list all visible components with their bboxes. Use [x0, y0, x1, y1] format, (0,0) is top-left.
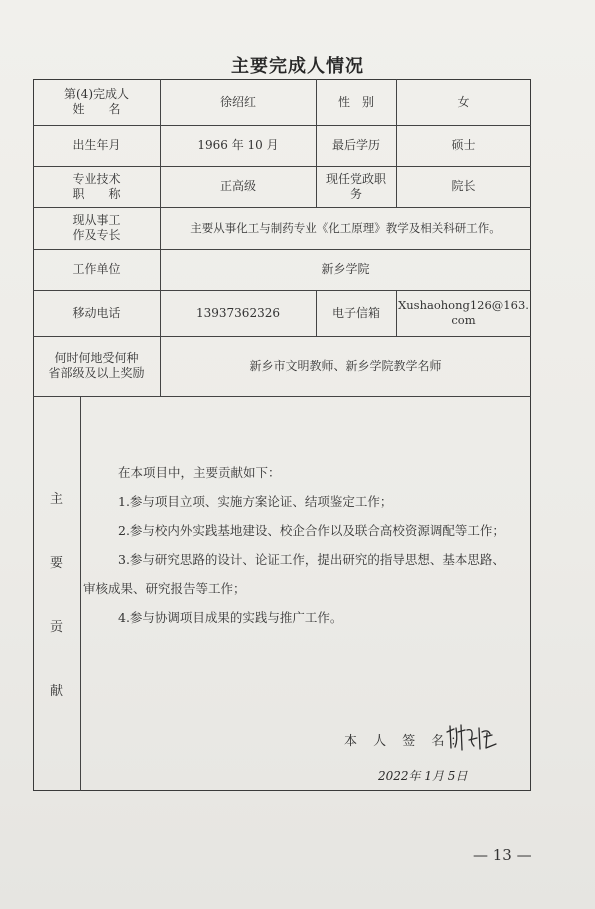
work-expertise-value: 主要从事化工与制药专业《化工原理》教学及相关科研工作。 — [190, 220, 501, 235]
phone-value: 13937362326 — [196, 305, 280, 320]
work-expertise-label-line1: 现从事工 — [72, 213, 121, 227]
page-number: — 13 — — [473, 846, 532, 864]
awards-label-line2: 省部级及以上奖励 — [48, 366, 145, 380]
awards-label — [33, 336, 160, 396]
handwritten-date — [378, 762, 498, 786]
contribution-item: 1.参与项目立项、实施方案论证、结项鉴定工作； — [118, 494, 393, 509]
birth-value: 1966 年 10 月 — [197, 138, 279, 152]
contribution-body — [83, 458, 528, 632]
birth-label: 出生年月 — [72, 138, 121, 152]
row-divider — [33, 396, 531, 397]
signature-label: 本 人 签 名： — [344, 734, 470, 749]
name-value: 徐绍红 — [219, 94, 256, 109]
awards-value: 新乡市文明教师、新乡学院教学名师 — [249, 358, 442, 373]
email-value-line1: Xushaohong126@163. — [398, 298, 529, 312]
professional-title-label-line2: 职 称 — [72, 186, 121, 201]
main-contribution-label — [33, 396, 80, 791]
email-value-line2: com — [451, 313, 476, 327]
column-divider — [80, 396, 81, 791]
contribution-item: 3.参与研究思路的设计、论证工作，提出研究的指导思想、基本思路、 — [118, 552, 505, 567]
signature-date: 2022年 1月 5日 — [378, 769, 468, 783]
contribution-label-char: 要 — [49, 556, 63, 572]
professional-title-label-line1: 专业技术 — [72, 171, 121, 186]
email-label: 电子信箱 — [331, 305, 380, 320]
position-label — [316, 166, 396, 207]
work-expertise-label-line2: 作及专长 — [72, 228, 121, 242]
email-value — [396, 290, 531, 336]
contribution-item: 2.参与校内外实践基地建设、校企合作以及联合高校资源调配等工作； — [118, 523, 505, 538]
name-label-line2: 姓 名 — [72, 102, 121, 116]
work-expertise-label — [33, 207, 160, 249]
professional-title-label — [33, 166, 160, 207]
page-title: 主要完成人情况 — [231, 56, 364, 77]
position-label-line1: 现任党政职 — [325, 171, 386, 186]
name-label — [33, 79, 160, 125]
work-unit-value: 新乡学院 — [321, 262, 370, 276]
gender-value: 女 — [457, 94, 470, 109]
contribution-item: 4.参与协调项目成果的实践与推广工作。 — [118, 610, 343, 625]
contribution-intro: 在本项目中，主要贡献如下： — [118, 465, 281, 480]
contribution-label-char: 贡 — [49, 619, 63, 635]
awards-label-line1: 何时何地受何种 — [54, 351, 139, 365]
phone-label: 移动电话 — [72, 305, 121, 320]
handwritten-signature — [444, 720, 500, 754]
work-unit-label: 工作单位 — [72, 262, 121, 276]
contribution-label-char: 献 — [49, 683, 63, 699]
education-value: 硕士 — [451, 138, 476, 152]
professional-title-value: 正高级 — [219, 179, 256, 193]
contribution-item-continuation: 审核成果、研究报告等工作； — [83, 581, 246, 596]
name-label-line1: 第(4)完成人 — [64, 87, 129, 101]
position-label-line2: 务 — [349, 186, 362, 201]
gender-label: 性 别 — [337, 94, 374, 109]
education-label: 最后学历 — [331, 138, 380, 152]
contribution-label-char: 主 — [49, 492, 63, 508]
position-value: 院长 — [451, 179, 476, 193]
